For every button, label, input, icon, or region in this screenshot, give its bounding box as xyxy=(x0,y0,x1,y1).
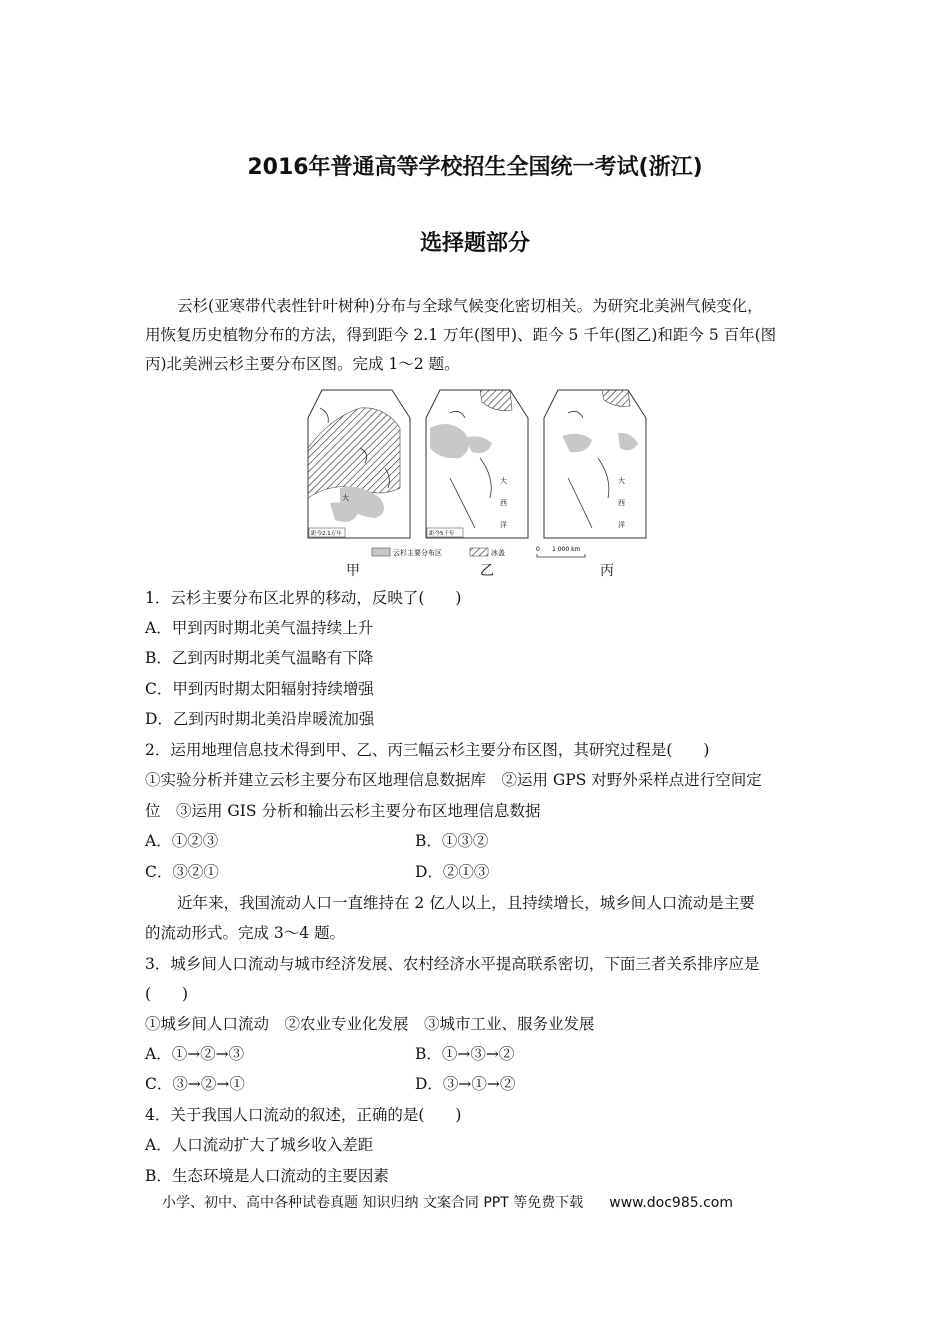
panel-caption-yi: 距今5千年 xyxy=(429,531,455,537)
intro1-line-2: 用恢复历史植物分布的方法，得到距今 2.1 万年(图甲)、距今 5 千年(图乙)和距今 5 百年(图 xyxy=(145,326,777,344)
q3-items: ①城乡间人口流动 ②农业专业化发展 ③城市工业、服务业发展 xyxy=(145,1015,595,1033)
q2-items-line-1: ①实验分析并建立云杉主要分布区地理信息数据库 ②运用 GPS 对野外采样点进行空间定 xyxy=(145,771,762,789)
ocean-label-bing-1: 大 xyxy=(618,477,625,485)
q1-stem: 1．云杉主要分布区北界的移动，反映了( ) xyxy=(145,589,462,607)
q3-option-c: C．③→②→① xyxy=(145,1075,245,1093)
legend-spruce-label: 云杉主要分布区 xyxy=(393,549,442,557)
map-panel-bing xyxy=(544,390,646,538)
q2-option-c: C．③②① xyxy=(145,863,219,881)
q2-option-d: D．②①③ xyxy=(415,863,490,881)
q1-option-a: A．甲到丙时期北美气温持续上升 xyxy=(145,619,374,637)
scale-bar xyxy=(537,554,585,557)
ocean-label-yi-3: 洋 xyxy=(500,521,507,529)
q3-option-a: A．①→②→③ xyxy=(145,1045,245,1063)
q3-stem-line-2: ( ) xyxy=(145,985,189,1003)
ocean-label-yi-1: 大 xyxy=(500,477,507,485)
q2-option-b: B．①③② xyxy=(415,832,489,850)
intro1-line-3: 丙)北美洲云杉主要分布区图。完成 1～2 题。 xyxy=(145,355,460,373)
scale-km: 1 000 km xyxy=(552,546,581,553)
spruce-distribution-maps xyxy=(300,388,650,578)
intro2-line-2: 的流动形式。完成 3～4 题。 xyxy=(145,924,346,942)
q3-option-d: D．③→①→② xyxy=(415,1075,516,1093)
ocean-label-bing-3: 洋 xyxy=(618,521,625,529)
ocean-label-bing-2: 西 xyxy=(618,499,625,507)
map-panel-yi xyxy=(426,390,528,538)
map-panel-jia xyxy=(308,390,410,538)
legend-ice-label: 冰盖 xyxy=(491,549,505,557)
q2-option-a: A．①②③ xyxy=(145,832,219,850)
footer-text: 小学、初中、高中各种试卷真题 知识归纳 文案合同 PPT 等免费下载 xyxy=(162,1195,584,1211)
section-title: 选择题部分 xyxy=(419,231,530,256)
legend-ice-swatch xyxy=(470,548,488,556)
ocean-label-yi-2: 西 xyxy=(500,499,507,507)
q1-option-b: B．乙到丙时期北美气温略有下降 xyxy=(145,649,374,667)
map-legend xyxy=(372,546,585,557)
q1-option-d: D．乙到丙时期北美沿岸暖流加强 xyxy=(145,710,375,728)
panel-label-bing: 丙 xyxy=(600,563,614,579)
panel-label-yi: 乙 xyxy=(480,563,494,579)
ocean-label-jia-1: 大 xyxy=(342,494,349,502)
panel-caption-jia: 距今2.1万年 xyxy=(311,531,342,537)
page-footer xyxy=(162,1192,733,1212)
q4-stem: 4．关于我国人口流动的叙述，正确的是( ) xyxy=(145,1106,462,1124)
q2-stem: 2．运用地理信息技术得到甲、乙、丙三幅云杉主要分布区图，其研究过程是( ) xyxy=(145,741,710,759)
page-title: 2016年普通高等学校招生全国统一考试(浙江) xyxy=(247,155,703,180)
q1-option-c: C．甲到丙时期太阳辐射持续增强 xyxy=(145,680,374,698)
q2-items-line-2: 位 ③运用 GIS 分析和输出云杉主要分布区地理信息数据 xyxy=(145,802,541,820)
footer-url[interactable]: www.doc985.com xyxy=(609,1195,733,1211)
panel-label-jia: 甲 xyxy=(346,563,360,579)
q3-option-b: B．①→③→② xyxy=(415,1045,515,1063)
intro1-line-1: 云杉(亚寒带代表性针叶树种)分布与全球气候变化密切相关。为研究北美洲气候变化， xyxy=(177,297,763,315)
legend-spruce-swatch xyxy=(372,548,390,556)
scale-zero: 0 xyxy=(536,546,540,553)
q3-stem-line-1: 3．城乡间人口流动与城市经济发展、农村经济水平提高联系密切，下面三者关系排序应是 xyxy=(145,955,760,973)
q4-option-a: A．人口流动扩大了城乡收入差距 xyxy=(145,1136,374,1154)
intro2-line-1: 近年来，我国流动人口一直维持在 2 亿人以上，且持续增长，城乡间人口流动是主要 xyxy=(177,894,755,912)
q4-option-b: B．生态环境是人口流动的主要因素 xyxy=(145,1167,389,1185)
